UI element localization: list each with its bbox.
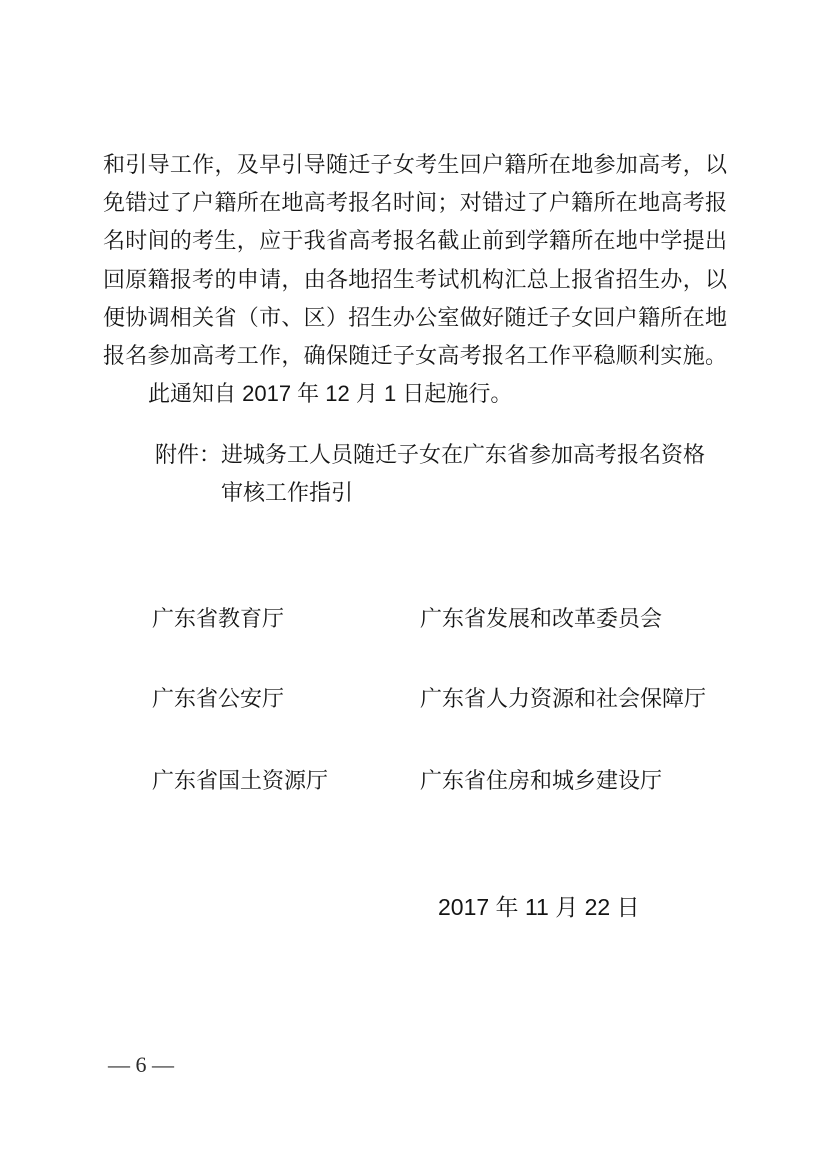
attachment-title-line-1: 进城务工人员随迁子女在广东省参加高考报名资格	[221, 442, 706, 467]
signature-row	[0, 606, 827, 636]
body-line-5: 便协调相关省（市、区）招生办公室做好随迁子女回户籍所在地	[103, 304, 727, 330]
signature-department: 广东省发展和改革委员会	[420, 606, 663, 631]
signature-department: 广东省教育厅	[152, 606, 285, 631]
body-line-3: 名时间的考生，应于我省高考报名截止前到学籍所在地中学提出	[103, 228, 727, 254]
body-line-6: 报名参加高考工作，确保随迁子女高考报名工作平稳顺利实施。	[103, 343, 727, 369]
body-line-4: 回原籍报考的申请，由各地招生考试机构汇总上报省招生办，以	[103, 266, 727, 292]
attachment-title-line-2: 审核工作指引	[221, 480, 354, 506]
signature-row	[0, 686, 827, 716]
signature-department: 广东省住房和城乡建设厅	[420, 768, 663, 793]
attachment-note	[155, 436, 730, 513]
signature-row	[0, 768, 827, 798]
signature-department: 广东省人力资源和社会保障厅	[420, 686, 707, 711]
effective-date-line: 此通知自 2017 年 12 月 1 日起施行。	[148, 381, 513, 407]
body-line-1: 和引导工作，及早引导随迁子女考生回户籍所在地参加高考，以	[103, 152, 727, 177]
document-date: 2017 年 11 月 22 日	[438, 894, 640, 920]
page-number: — 6 —	[108, 1052, 174, 1077]
attachment-title	[221, 436, 730, 513]
signature-department: 广东省公安厅	[152, 686, 285, 711]
body-line-2: 免错过了户籍所在地高考报名时间；对错过了户籍所在地高考报	[103, 190, 727, 216]
signature-department: 广东省国土资源厅	[152, 768, 329, 793]
body-paragraph	[103, 146, 727, 413]
attachment-label: 附件：	[155, 442, 222, 467]
